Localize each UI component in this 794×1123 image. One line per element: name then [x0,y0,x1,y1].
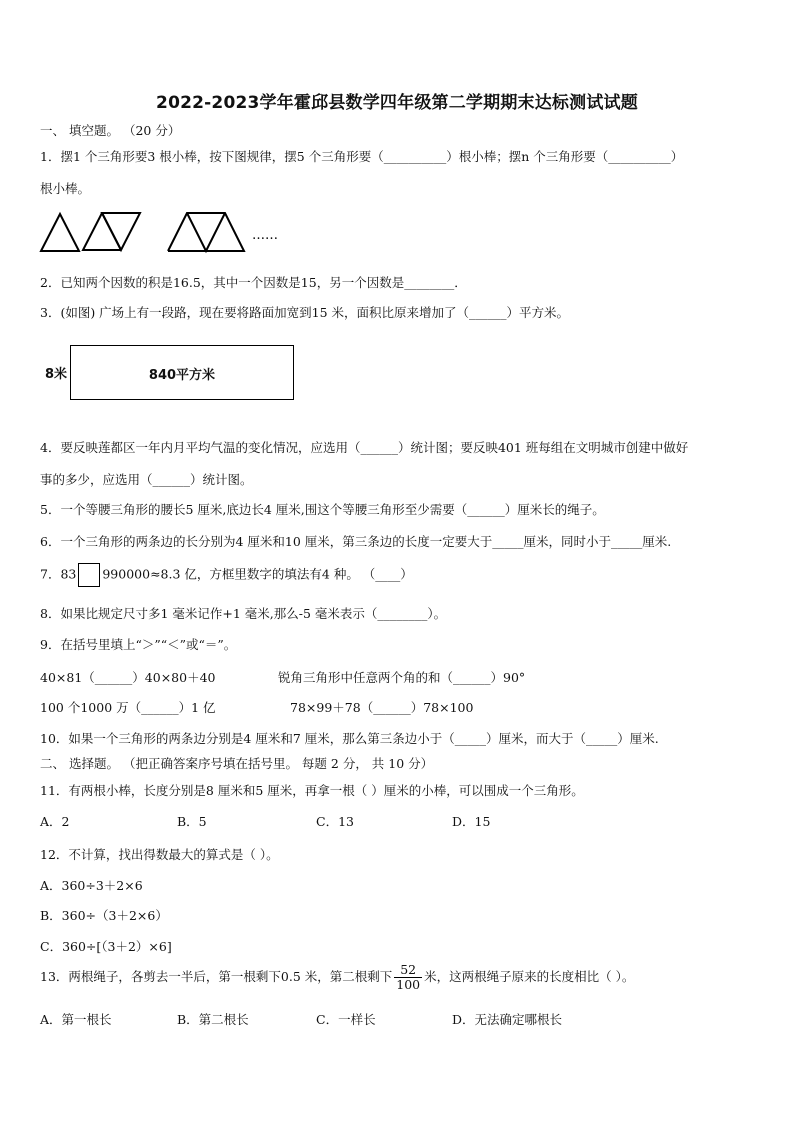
fraction-denominator: 100 [396,977,421,992]
question-13-suffix: 米，这两根绳子原来的长度相比（ ）。 [424,969,635,984]
triangle-2-top [102,213,140,250]
question-9c: 100 个1000 万（______）1 亿 [40,700,216,715]
q12-option-b: B．360÷（3＋2×6） [40,908,168,923]
triangle-2-left [102,213,121,250]
q13-option-a: A．第一根长 [40,1012,112,1027]
question-4-line2: 事的多少，应选用（______）统计图。 [40,472,253,487]
section1-header: 一、 填空题。 （20 分） [40,123,181,138]
question-9a: 40×81（______）40×80＋40 [40,670,216,685]
question-6: 6．一个三角形的两条边的长分别为4 厘米和10 厘米，第三条边的长度一定要大于_____厘米，同时小于_____厘米. [40,534,672,549]
question-9: 9．在括号里填上“＞”“＜”或“＝”。 [40,637,237,652]
figure-side-label: 8米 [45,367,68,382]
fraction-numerator: 52 [394,963,422,978]
figure-area-label: 840平方米 [148,368,216,383]
question-11: 11．有两根小棒，长度分别是8 厘米和5 厘米，再拿一根（ ）厘米的小棒，可以围成一个三角形。 [40,783,584,798]
q11-option-b: B．5 [177,814,207,829]
triangle-3-inner [187,213,225,251]
question-13 [40,963,634,992]
fraction [394,963,422,992]
page-title: 2022-2023学年霍邱县数学四年级第二学期期末达标测试试题 [156,93,638,113]
q13-option-c: C．一样长 [316,1012,376,1027]
question-7 [40,563,413,587]
q13-option-d: D．无法确定哪根长 [452,1012,563,1027]
road-rectangle-figure [70,345,294,400]
question-5: 5．一个等腰三角形的腰长5 厘米,底边长4 厘米,围这个等腰三角形至少需要（______）厘米长的绳子。 [40,502,605,517]
q12-option-a: A．360÷3＋2×6 [40,878,143,893]
q11-option-d: D．15 [452,814,491,829]
question-1-line1: 1．摆1 个三角形要3 根小棒，按下图规律，摆5 个三角形要（__________）根小棒；摆n 个三角形要（__________） [40,149,684,164]
triangle-1 [41,214,79,251]
section2-header: 二、 选择题。 （把正确答案序号填在括号里。 每题 2 分， 共 10 分） [40,756,434,771]
question-7-prefix: 7．83 [40,566,77,582]
question-1-line2: 根小棒。 [40,181,91,196]
triangle-pattern-figure [36,208,286,256]
dots: …… [252,228,278,243]
question-4-line1: 4．要反映莲都区一年内月平均气温的变化情况，应选用（______）统计图；要反映401 班每组在文明城市创建中做好 [40,440,689,455]
q11-option-c: C．13 [316,814,354,829]
question-7-suffix: 990000≈8.3 亿，方框里数字的填法有4 种。 （____） [102,566,413,582]
q13-option-b: B．第二根长 [177,1012,249,1027]
triangle-2-outer [83,213,121,250]
q11-option-a: A．2 [40,814,70,829]
question-9d: 78×99＋78（______）78×100 [290,700,474,715]
question-13-prefix: 13．两根绳子，各剪去一半后，第一根剩下0.5 米，第二根剩下 [40,969,393,984]
question-9b: 锐角三角形中任意两个角的和（______）90° [278,670,526,685]
question-12: 12．不计算，找出得数最大的算式是（ ）。 [40,847,279,862]
question-8: 8．如果比规定尺寸多1 毫米记作+1 毫米,那么-5 毫米表示（________）。 [40,606,447,621]
answer-box[interactable] [78,563,100,587]
question-10: 10．如果一个三角形的两条边分别是4 厘米和7 厘米，那么第三条边小于（_____）厘米，而大于（_____）厘米. [40,731,659,746]
q12-option-c: C．360÷[（3＋2）×6] [40,939,172,954]
question-2: 2．已知两个因数的积是16.5，其中一个因数是15，另一个因数是________． [40,275,467,290]
question-3: 3．(如图) 广场上有一段路，现在要将路面加宽到15 米，面积比原来增加了（______）平方米。 [40,305,570,320]
triangle-3-outer [168,213,244,251]
